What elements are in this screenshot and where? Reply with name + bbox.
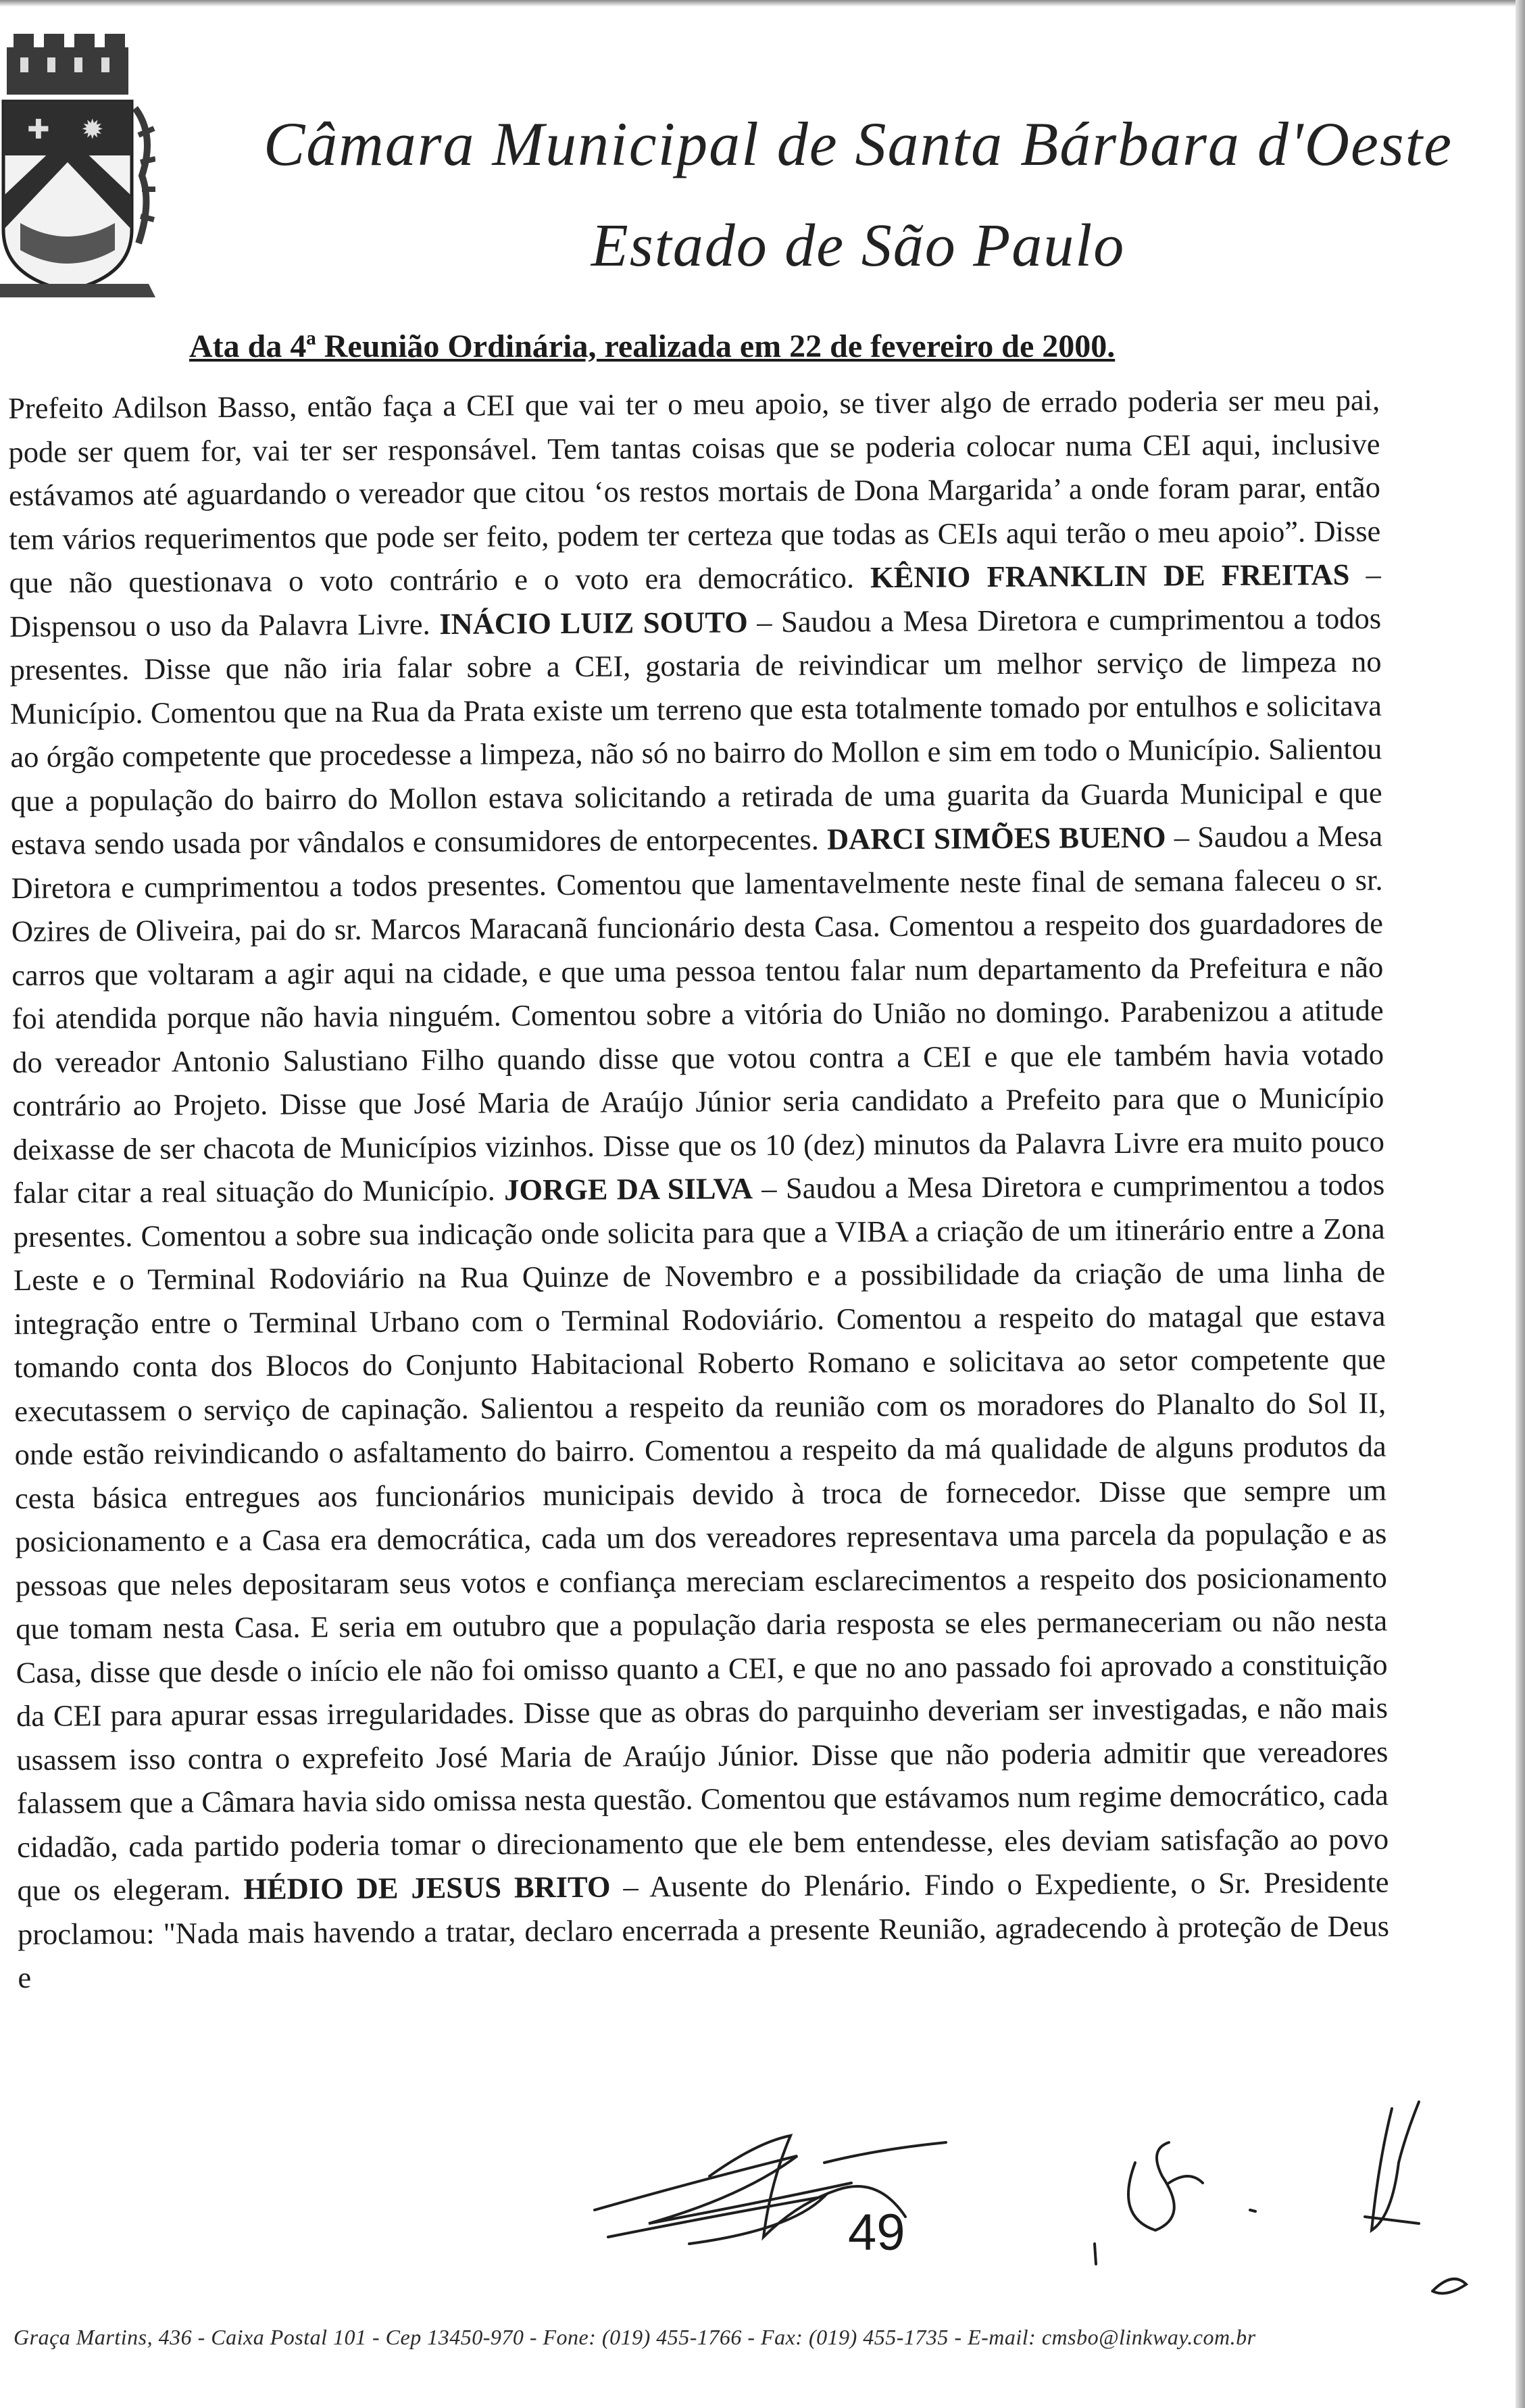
body-text-segment: – Dispensou o uso da Palavra Livre. (9, 557, 1381, 643)
coat-of-arms-logo (0, 27, 155, 297)
svg-text:✹: ✹ (81, 114, 104, 145)
minutes-paragraph (8, 378, 1390, 2000)
body-text-segment: – Ausente do Plenário. Findo o Expediente, o Sr. Presidente proclamou: "Nada mais havendo a tratar, declaro encerrada a presente Reunião, agradecendo à proteção de Deus e (17, 1865, 1390, 1994)
svg-text:✚: ✚ (27, 114, 50, 145)
speaker-name: KÊNIO FRANKLIN DE FREITAS (870, 557, 1350, 595)
body-text-segment: – Saudou a Mesa Diretora e cumprimentou a todos presentes. Comentou que lamentavelmente neste final de semana faleceu o sr. Ozires de Oliveira, pai do sr. Marcos Maracanã funcionário desta Casa. Comentou a respeito dos guardadores de carros que voltaram a agir aqui na cidade, e que uma pessoa tentou falar num departamento da Prefeitura e não foi atendida porque não havia ninguém. Comentou sobre a vitória do União no domingo. Parabenizou a atitude do vereador Antonio Salustiano Filho quando disse que votou contra a CEI e que ele também havia votado contrário ao Projeto. Disse que José Maria de Araújo Júnior seria candidato a Prefeito para que o Município deixasse de ser chacota de Municípios vizinhos. Disse que os 10 (dez) minutos da Palavra Livre era muito pouco falar citar a real situação do Município. (11, 818, 1385, 1210)
body-text-segment: – Saudou a Mesa Diretora e cumprimentou a todos presentes. Comentou a sobre sua indicação onde solicita para que a VIBA a criação de um itinerário entre a Zona Leste e o Terminal Rodoviário na Rua Quinze de Novembro e a possibilidade da criação de uma linha de integração entre o Terminal Urbano com o Terminal Rodoviário. Comentou a respeito do matagal que estava tomando conta dos Blocos do Conjunto Habitacional Roberto Romano e solicitava ao setor competente que executassem o serviço de capinação. Salientou a respeito da reunião com os moradores do Planalto do Sol II, onde estão reivindicando o asfaltamento do bairro. Comentou a respeito da má qualidade de alguns produtos da cesta básica entregues aos funcionários municipais devido à troca de fornecedor. Disse que sempre um posicionamento e a Casa era democrática, cada um dos vereadores representava uma parcela da população e as pessoas que neles depositaram seus votos e confiança mereciam esclarecimentos a respeito dos posicionamento que tomam nesta Casa. E seria em outubro que a população daria resposta se eles permaneceriam ou não nesta Casa, disse que desde o início ele não foi omisso quanto a CEI, e que no ano passado foi aprovado a constituição da CEI para apurar essas irregularidades. Disse que as obras do parquinho deveriam ser investigadas, e não mais usassem isso contra o exprefeito José Maria de Araújo Júnior. Disse que não poderia admitir que vereadores falassem que a Câmara havia sido omissa nesta questão. Comentou que estávamos num regime democrático, cada cidadão, cada partido poderia tomar o direcionamento que ele bem entendesse, eles deviam satisfação ao povo que os elegeram. (13, 1167, 1389, 1907)
scan-edge-right (1516, 0, 1525, 2408)
scan-edge-top (0, 0, 1525, 7)
document-title: Ata da 4ª Reunião Ordinária, realizada em 22 de fevereiro de 2000. (189, 328, 1116, 364)
speaker-name: DARCI SIMÕES BUENO (826, 820, 1166, 856)
minutes-body (8, 378, 1390, 2000)
speaker-name: HÉDIO DE JESUS BRITO (243, 1869, 611, 1906)
speaker-name: INÁCIO LUIZ SOUTO (439, 604, 748, 641)
institution-name: Câmara Municipal de Santa Bárbara d'Oeste (263, 109, 1453, 178)
letterhead-footer: Graça Martins, 436 - Caixa Postal 101 - Cep 13450-970 - Fone: (019) 455-1766 - Fax: (019) 455-1735 - E-mail: cmsbo@linkway.com.br (14, 2325, 1256, 2349)
handwritten-signatures (473, 2082, 1486, 2311)
state-name: Estado de São Paulo (591, 212, 1126, 279)
page-number: 49 (848, 2204, 905, 2261)
letterhead (223, 108, 1493, 280)
speaker-name: JORGE DA SILVA (503, 1171, 753, 1207)
body-text-segment: Prefeito Adilson Basso, então faça a CEI que vai ter o meu apoio, se tiver algo de errado poderia ser meu pai, pode ser quem for, vai ter ser responsável. Tem tantas coisas que se poderia colocar numa CEI aqui, inclusive estávamos até aguardando o vereador que citou ‘os restos mortais de Dona Margarida’ a onde foram parar, então tem vários requerimentos que pode ser feito, podem ter certeza que todas as CEIs aqui terão o meu apoio”. Disse que não questionava o voto contrário e o voto era democrático. (8, 383, 1381, 599)
body-text-segment: – Saudou a Mesa Diretora e cumprimentou a todos presentes. Disse que não iria falar sobre a CEI, gostaria de reivindicar um melhor serviço de limpeza no Município. Comentou que na Rua da Prata existe um terreno que esta totalmente tomado por entulhos e solicitava ao órgão competente que procedesse a limpeza, não só no bairro do Mollon e sim em todo o Município. Salientou que a população do bairro do Mollon estava solicitando a retirada de uma guarita da Guarda Municipal e que estava sendo usada por vândalos e consumidores de entorpecentes. (9, 601, 1382, 861)
